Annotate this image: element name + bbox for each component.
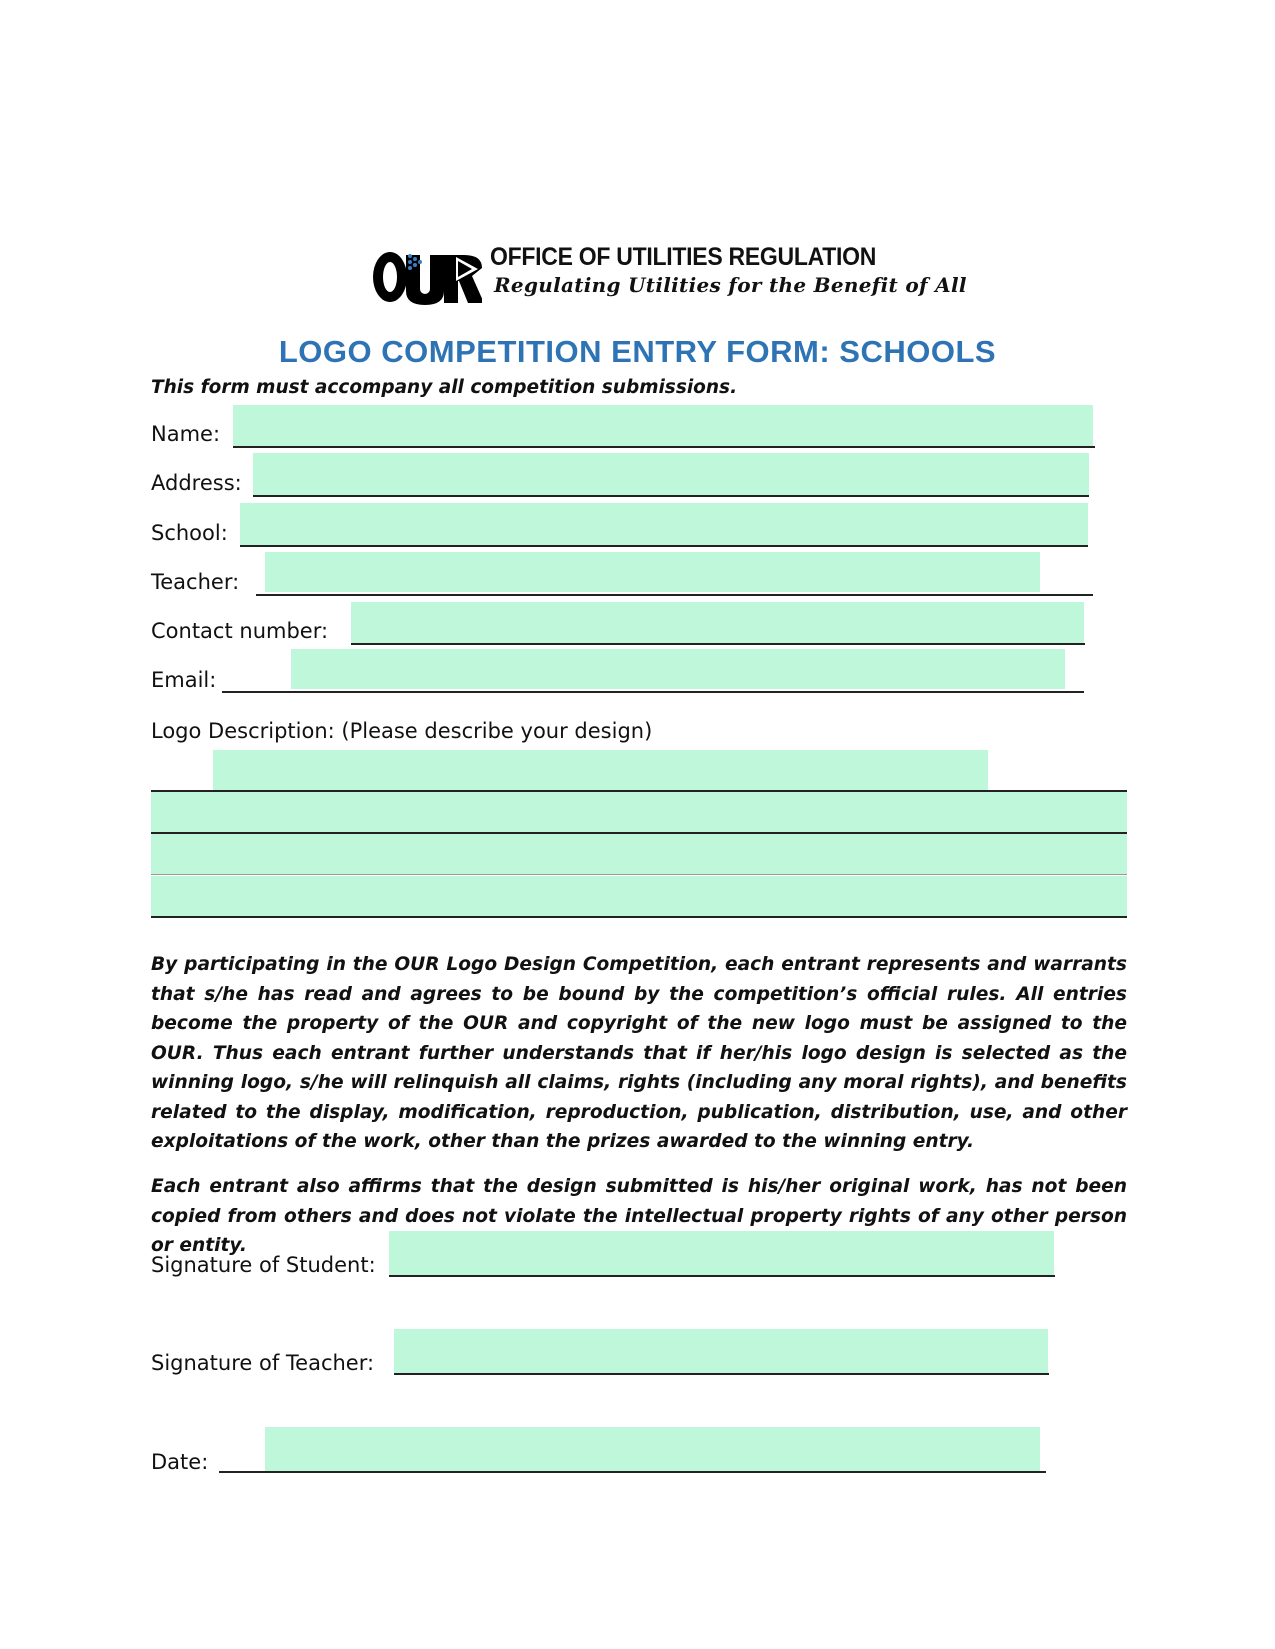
organization-name: OFFICE OF UTILITIES REGULATION [490,243,877,271]
teacher-signature-label: Signature of Teacher: [151,1351,375,1375]
teacher-label: Teacher: [151,570,240,594]
name-field[interactable] [233,405,1093,446]
teacher-underline [256,594,1093,596]
our-logo-mark-icon [370,243,482,305]
logo-description-line-3[interactable] [151,834,1127,874]
logo-description-line-1[interactable] [213,750,988,790]
address-underline [253,495,1089,497]
student-signature-label: Signature of Student: [151,1253,376,1277]
organization-logo [370,243,967,305]
form-intro: This form must accompany all competition submissions. [151,377,738,398]
date-field[interactable] [265,1427,1040,1471]
teacher-field[interactable] [265,552,1040,592]
teacher-signature-underline [394,1373,1049,1375]
email-underline [222,691,1084,693]
student-signature-field[interactable] [389,1231,1054,1275]
contact-number-underline [351,643,1085,645]
school-field[interactable] [240,503,1088,545]
date-label: Date: [151,1450,209,1474]
description-underline-3 [151,874,1127,875]
name-underline [233,446,1095,448]
address-field[interactable] [253,453,1089,495]
logo-description-line-2[interactable] [151,792,1127,832]
school-underline [240,545,1088,547]
name-label: Name: [151,422,221,446]
description-underline-4 [151,916,1127,918]
address-label: Address: [151,471,242,495]
date-underline [219,1471,1046,1473]
contact-number-label: Contact number: [151,619,329,643]
terms-paragraph-1: By participating in the OUR Logo Design Competition, each entrant represents and warrants that s/he has read and agrees to be bound by the competition’s official rules. All entries become the property of the OUR and copyright of the new logo must be assigned to the OUR. Thus each entrant further understands that if her/his logo design is selected as the winning logo, s/he will relinquish all claims, rights (including any moral rights), and benefits related to the display, modification, reproduction, publication, distribution, use, and other exploitations of the work, other than the prizes awarded to the winning entry. [151,954,1127,1152]
page-title: LOGO COMPETITION ENTRY FORM: SCHOOLS [278,334,997,369]
teacher-signature-field[interactable] [394,1329,1048,1373]
contact-number-field[interactable] [351,602,1084,643]
student-signature-underline [389,1275,1055,1277]
terms-paragraph-2: Each entrant also affirms that the design submitted is his/her original work, has not been copied from others and does not violate the intellectual property rights of any other person or entity. [151,1176,1127,1256]
email-field[interactable] [291,649,1065,689]
organization-tagline: Regulating Utilities for the Benefit of All [494,273,967,297]
school-label: School: [151,521,228,545]
logo-description-label: Logo Description: (Please describe your design) [151,719,653,743]
email-label: Email: [151,668,217,692]
logo-description-line-4[interactable] [151,876,1127,916]
